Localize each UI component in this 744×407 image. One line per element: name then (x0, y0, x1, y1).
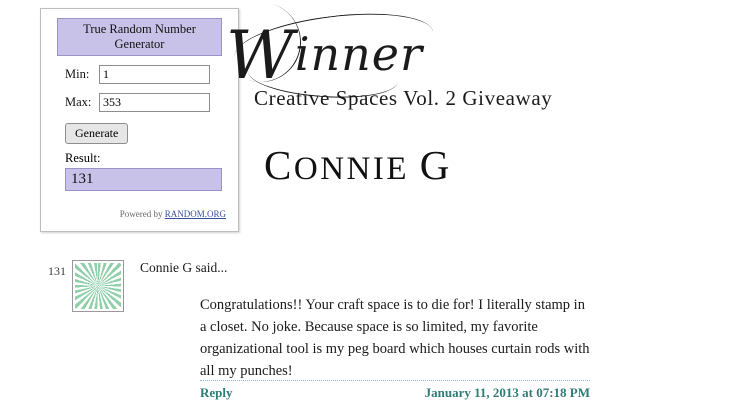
rng-result-value: 131 (65, 168, 222, 191)
random-org-link[interactable]: RANDOM.ORG (164, 209, 226, 219)
winner-name (264, 141, 628, 189)
comment-footer (200, 380, 590, 401)
comment-text: Congratulations!! Your craft space is to die for! I literally stamp in a closet. No joke. Because space is so limited, my favorite organizational tool is my peg board which houses curtain rods with all my punches! (200, 297, 590, 379)
avatar-image (75, 263, 121, 309)
winner-name-first: ONNIE (293, 151, 420, 187)
winner-announcement (198, 17, 628, 189)
rng-powered-text: Powered by (119, 209, 165, 219)
winner-name-last-initial: G (419, 142, 452, 188)
rng-result-label: Result: (65, 151, 101, 165)
comment-number: 131 (48, 264, 66, 278)
winner-heading-initial: W (226, 17, 295, 94)
avatar (72, 260, 124, 312)
rng-powered-by (120, 209, 226, 219)
comment-author: Connie G said... (140, 260, 228, 275)
winner-heading (226, 17, 628, 94)
rng-max-label: Max: (65, 95, 92, 109)
rng-title: True Random Number Generator (57, 18, 222, 56)
generate-button[interactable]: Generate (65, 123, 128, 144)
winner-heading-rest: inner (294, 27, 424, 81)
rng-min-label: Min: (65, 67, 90, 81)
rng-min-input[interactable] (99, 65, 210, 84)
comment-timestamp[interactable]: January 11, 2013 at 07:18 PM (424, 385, 590, 400)
rng-max-input[interactable] (99, 93, 210, 112)
winner-name-initial: C (264, 142, 294, 188)
giveaway-subtitle: Creative Spaces Vol. 2 Giveaway (254, 86, 553, 110)
reply-link[interactable]: Reply (200, 385, 233, 400)
